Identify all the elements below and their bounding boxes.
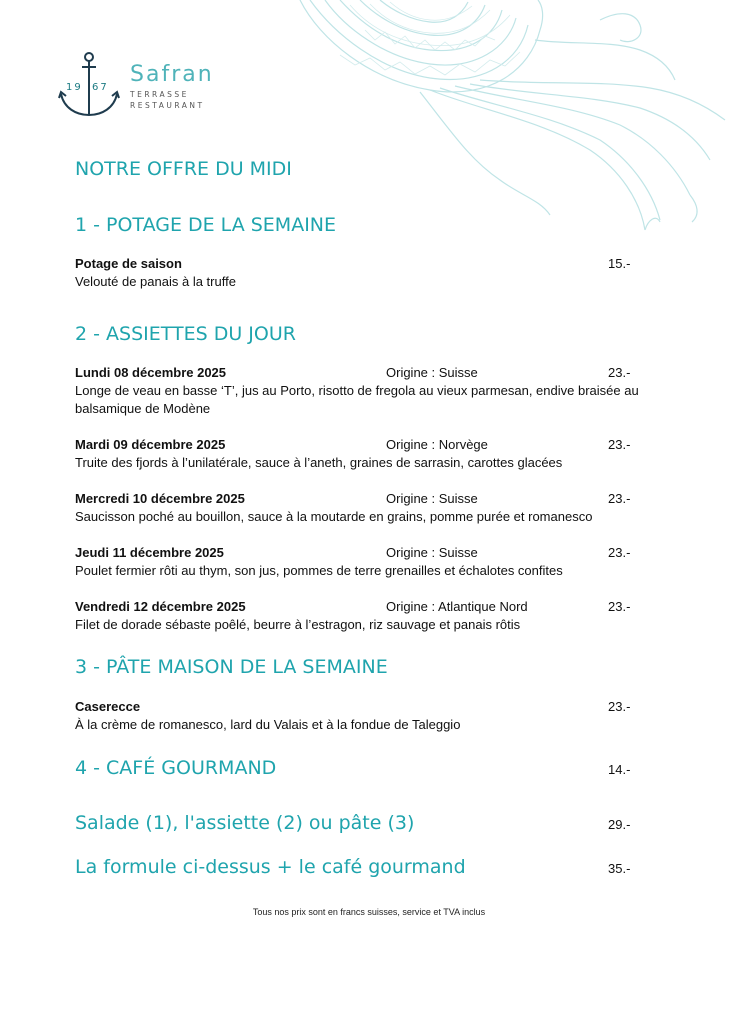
section-heading-coffee: 4 - CAFÉ GOURMAND <box>75 757 277 779</box>
daily-price: 23.- <box>608 437 631 452</box>
formula-price: 35.- <box>608 861 631 876</box>
daily-origin: Origine : Suisse <box>386 545 478 560</box>
daily-description: Truite des fjords à l’unilatérale, sauce à l’aneth, graines de sarrasin, carottes glacées <box>75 455 563 470</box>
section-heading-soup: 1 - POTAGE DE LA SEMAINE <box>75 214 337 236</box>
jellyfish-illustration <box>280 0 738 240</box>
daily-origin: Origine : Norvège <box>386 437 488 452</box>
price-footnote: Tous nos prix sont en francs suisses, service et TVA inclus <box>252 907 486 917</box>
logo-subtitle-restaurant: RESTAURANT <box>130 101 205 110</box>
daily-price: 23.- <box>608 599 631 614</box>
logo-brand-name: Safran <box>130 62 214 87</box>
daily-description: Saucisson poché au bouillon, sauce à la moutarde en grains, pomme purée et romanesco <box>75 509 593 524</box>
pasta-description: À la crème de romanesco, lard du Valais et à la fondue de Taleggio <box>75 717 461 732</box>
soup-description: Velouté de panais à la truffe <box>75 274 236 289</box>
daily-origin: Origine : Suisse <box>386 491 478 506</box>
daily-description: Longe de veau en basse ‘T’, jus au Porto, risotto de fregola au vieux parmesan, endive braisée au balsamique de Modène <box>75 383 639 416</box>
daily-origin: Origine : Atlantique Nord <box>386 599 528 614</box>
section-heading-pasta: 3 - PÂTE MAISON DE LA SEMAINE <box>75 656 388 678</box>
pasta-title: Caserecce <box>75 699 141 714</box>
daily-price: 23.- <box>608 491 631 506</box>
daily-day: Mercredi 10 décembre 2025 <box>75 491 245 506</box>
soup-title: Potage de saison <box>75 256 182 271</box>
daily-day: Lundi 08 décembre 2025 <box>75 365 227 380</box>
daily-origin: Origine : Suisse <box>386 365 478 380</box>
daily-day: Jeudi 11 décembre 2025 <box>75 545 224 560</box>
formula-label: Salade (1), l'assiette (2) ou pâte (3) <box>75 812 415 834</box>
restaurant-logo <box>58 50 258 122</box>
daily-description: Poulet fermier rôti au thym, son jus, pommes de terre grenailles et échalotes confites <box>75 563 563 578</box>
formula-label: La formule ci-dessus + le café gourmand <box>75 856 466 878</box>
daily-price: 23.- <box>608 545 631 560</box>
pasta-price: 23.- <box>608 699 631 714</box>
logo-year-left: 19 <box>66 82 83 93</box>
soup-price: 15.- <box>608 256 631 271</box>
logo-year-right: 67 <box>92 82 109 93</box>
logo-subtitle-terrasse: TERRASSE <box>130 90 189 99</box>
formula-price: 29.- <box>608 817 631 832</box>
daily-description: Filet de dorade sébaste poêlé, beurre à l’estragon, riz sauvage et panais rôtis <box>75 617 521 632</box>
daily-day: Mardi 09 décembre 2025 <box>75 437 226 452</box>
page-title: NOTRE OFFRE DU MIDI <box>75 158 292 180</box>
daily-day: Vendredi 12 décembre 2025 <box>75 599 246 614</box>
section-heading-daily: 2 - ASSIETTES DU JOUR <box>75 323 296 345</box>
coffee-price: 14.- <box>608 762 631 777</box>
daily-price: 23.- <box>608 365 631 380</box>
